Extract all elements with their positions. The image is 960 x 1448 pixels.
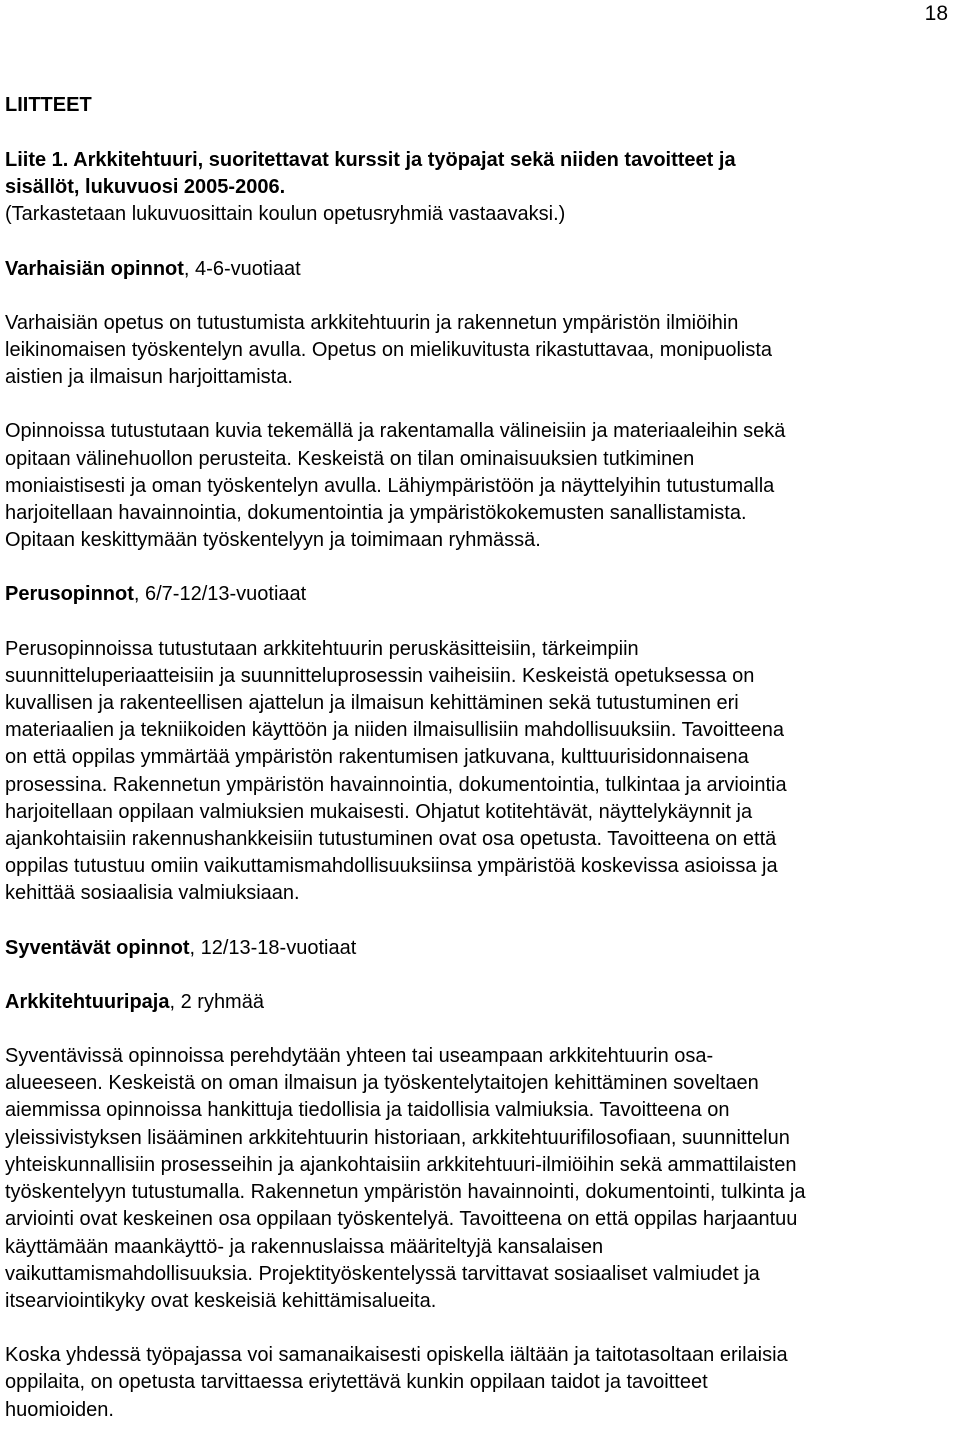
paragraph-line: käyttämään maankäyttö- ja rakennuslaissa määriteltyjä kansalaisen: [5, 1235, 604, 1258]
paragraph-line: Syventävissä opinnoissa perehdytään yhteen tai useampaan arkkitehtuurin osa-: [5, 1045, 714, 1068]
early-paragraph-1: [5, 310, 955, 392]
paragraph-line: oppilaita, on opetusta tarvittaessa eriytettävä kunkin oppilaan taidot ja tavoitteet: [5, 1371, 708, 1394]
paragraph-line: alueeseen. Keskeistä on oman ilmaisun ja työskentelytaitojen kehittäminen soveltaen: [5, 1072, 759, 1095]
paragraph-line: Opitaan keskittymään työskentelyyn ja toimimaan ryhmässä.: [5, 529, 541, 552]
spacer: [5, 1016, 955, 1043]
section-heading-basic-age: , 6/7-12/13-vuotiaat: [133, 583, 307, 606]
spacer: [5, 391, 955, 418]
paragraph-line: prosessina. Rakennetun ympäristön havainnointia, dokumentointia, tulkintaa ja arviointia: [5, 773, 787, 796]
paragraph-line: materiaalien ja tekniikoiden käyttöön ja niiden ilmaisullisiin mahdollisuuksiin. Tavoitteena: [5, 719, 784, 742]
paragraph-line: vaikuttamismahdollisuuksia. Projektityöskentelyssä tarvittavat sosiaaliset valmiudet ja: [5, 1262, 760, 1285]
appendix-heading-line: Liite 1. Arkkitehtuuri, suoritettavat kurssit ja työpajat sekä niiden tavoitteet ja: [5, 149, 736, 171]
section-heading-advanced-age: , 12/13-18-vuotiaat: [189, 936, 357, 959]
document-title: LIITTEET: [5, 94, 92, 116]
paragraph-line: Opinnoissa tutustutaan kuvia tekemällä ja rakentamalla välineisiin ja materiaaleihin sekä: [5, 420, 786, 443]
paragraph-line: ajankohtaisiin rakennushankkeisiin tutustuminen ovat osa opetusta. Tavoitteena on että: [5, 828, 777, 851]
paragraph-line: Perusopinnoissa tutustutaan arkkitehtuurin peruskäsitteisiin, tärkeimpiin: [5, 637, 639, 660]
section-heading-basic: [5, 581, 955, 608]
paragraph-line: aiemmissa opinnoissa hankittuja tiedollisia ja taidollisia valmiuksia. Tavoitteena on: [5, 1099, 730, 1122]
paragraph-line: arviointi ovat keskeinen osa oppilaan työskentelyä. Tavoitteena on että oppilas harjaantuu: [5, 1208, 798, 1231]
spacer: [5, 962, 955, 989]
section-heading-early-age: , 4-6-vuotiaat: [183, 257, 301, 280]
advanced-paragraph-2: [5, 1342, 955, 1424]
paragraph-line: itsearviointikyky ovat keskeisiä kehittämisalueita.: [5, 1289, 437, 1312]
paragraph-line: yleissivistyksen lisääminen arkkitehtuurin historiaan, arkkitehtuurifilosofiaan, suunnittelun: [5, 1126, 790, 1149]
appendix-heading: [5, 147, 955, 229]
page-number: 18: [924, 2, 948, 25]
paragraph-line: kuvallisen ja rakenteellisen ajattelun ja ilmaisun kehittäminen sekä tutustuminen eri: [5, 692, 739, 715]
paragraph-line: yhteiskunnallisiin prosesseihin ja ajankohtaisiin arkkitehtuuri-ilmiöihin sekä ammattilaisten: [5, 1153, 797, 1176]
section-heading-advanced-title: Syventävät opinnot: [5, 936, 190, 959]
spacer: [5, 554, 955, 581]
paragraph-line: oppilas tutustuu omiin vaikuttamismahdollisuuksiinsa ympäristöä koskevissa asioissa ja: [5, 855, 778, 878]
paragraph-line: aistien ja ilmaisun harjoittamista.: [5, 366, 293, 389]
paragraph-line: Varhaisiän opetus on tutustumista arkkitehtuurin ja rakennetun ympäristön ilmiöihin: [5, 311, 739, 334]
spacer: [5, 1315, 955, 1342]
paragraph-line: opitaan välinehuollon perusteita. Keskeistä on tilan ominaisuuksien tutkiminen: [5, 447, 695, 470]
paragraph-line: kehittää sosiaalisia valmiuksiaan.: [5, 882, 300, 905]
spacer: [5, 283, 955, 310]
section-heading-early: [5, 256, 955, 283]
section-heading-basic-title: Perusopinnot: [5, 583, 134, 606]
workshop-heading-title: Arkkitehtuuripaja: [5, 990, 170, 1013]
early-paragraph-2: [5, 418, 955, 554]
spacer: [5, 119, 955, 147]
workshop-heading-groups: , 2 ryhmää: [169, 990, 264, 1013]
document-body: [5, 92, 955, 1424]
spacer: [5, 908, 955, 935]
paragraph-line: on että oppilas ymmärtää ympäristön rakentumisen jatkuvana, kulttuurisidonnaisena: [5, 746, 749, 769]
paragraph-line: työskentelyyn tutustumalla. Rakennetun ympäristön havainnointi, dokumentointi, tulkinta ja: [5, 1181, 806, 1204]
advanced-paragraph-1: [5, 1043, 955, 1315]
section-heading-early-title: Varhaisiän opinnot: [5, 257, 184, 280]
appendix-heading-line: sisällöt, lukuvuosi 2005-2006.: [5, 176, 286, 199]
paragraph-line: leikinomaisen työskentelyn avulla. Opetus on mielikuvitusta rikastuttavaa, monipuolista: [5, 339, 773, 362]
paragraph-line: harjoitellaan havainnointia, dokumentointia ja ympäristökokemusten sanallistamista.: [5, 502, 747, 525]
section-heading-advanced: [5, 935, 955, 962]
spacer: [5, 229, 955, 256]
appendix-note: (Tarkastetaan lukuvuosittain koulun opetusryhmiä vastaavaksi.): [5, 203, 566, 226]
basic-paragraph: [5, 636, 955, 908]
workshop-heading: [5, 989, 955, 1016]
paragraph-line: suunnitteluperiaatteisiin ja suunnitteluprosessin vaiheisiin. Keskeistä opetuksessa on: [5, 664, 755, 687]
paragraph-line: huomioiden.: [5, 1398, 114, 1421]
spacer: [5, 609, 955, 636]
paragraph-line: Koska yhdessä työpajassa voi samanaikaisesti opiskella iältään ja taitotasoltaan erilaisia: [5, 1344, 788, 1367]
paragraph-line: moniaistisesti ja oman työskentelyn avulla. Lähiympäristöön ja näyttelyihin tutustumalla: [5, 474, 775, 497]
paragraph-line: harjoitellaan oppilaan valmiuksien mukaisesti. Ohjatut kotitehtävät, näyttelykäynnit ja: [5, 800, 753, 823]
